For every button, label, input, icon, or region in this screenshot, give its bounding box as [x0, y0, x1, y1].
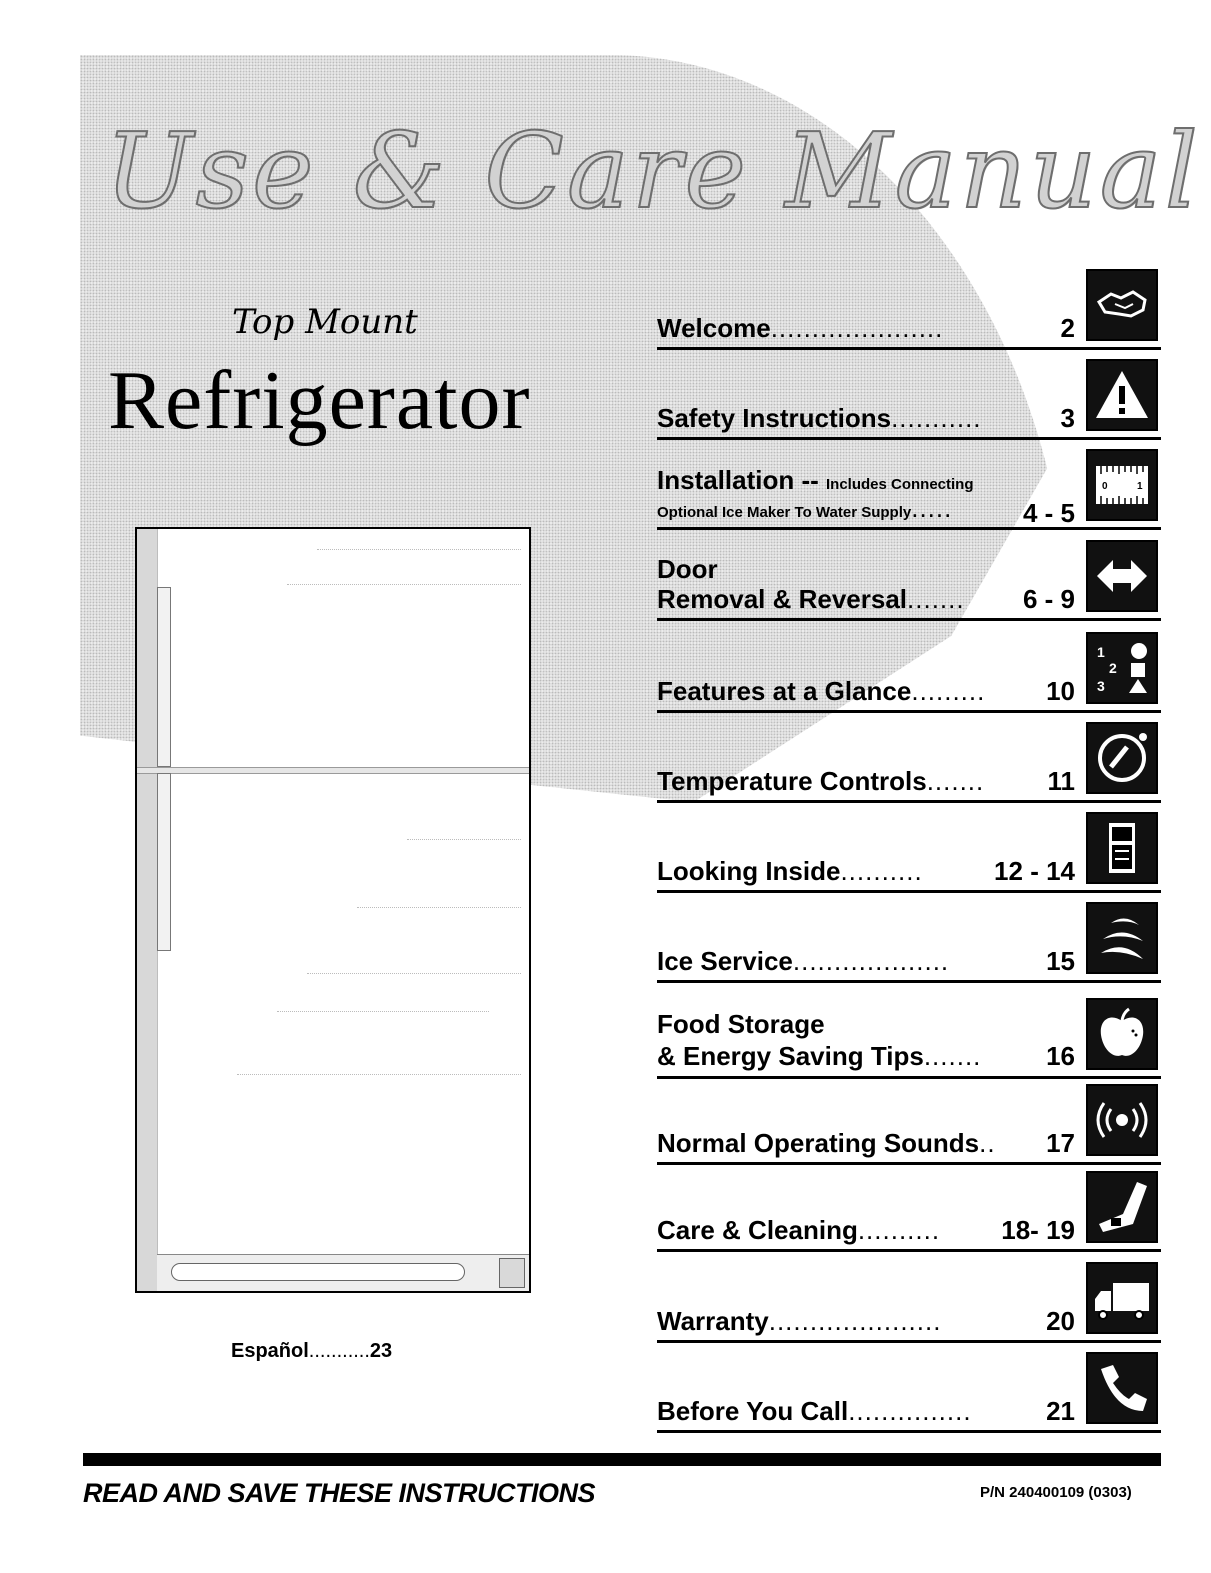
toc-label: Safety Instructions	[657, 403, 892, 433]
toc-leader: ..........	[857, 1215, 941, 1245]
toc-item-features[interactable]	[657, 627, 1161, 713]
espanol-label: Español	[231, 1340, 309, 1362]
product-name: Refrigerator	[108, 354, 531, 447]
toc-page: 12 - 14	[994, 856, 1075, 886]
toc-page: 10	[1046, 676, 1075, 706]
toc-text	[657, 403, 1075, 433]
toc-item-welcome[interactable]	[657, 268, 1161, 350]
handshake-icon	[1086, 269, 1158, 341]
toc-text	[657, 1306, 1075, 1336]
fridge-shading-line	[287, 584, 521, 585]
toc-text	[657, 946, 1075, 976]
toc-item-temperature-controls[interactable]	[657, 719, 1161, 803]
toc-label: Features at a Glance	[657, 676, 912, 706]
toc-text	[657, 766, 1075, 796]
toc-label: Ice Service	[657, 946, 793, 976]
espanol-page: 23	[369, 1340, 393, 1362]
grille-slot	[171, 1263, 465, 1281]
toc-text	[657, 465, 1075, 528]
toc-item-before-you-call[interactable]	[657, 1348, 1161, 1433]
toc-label: Welcome	[657, 313, 771, 343]
fridge-shading-line	[357, 907, 521, 908]
toc-text	[657, 313, 1075, 343]
toc-page: 6 - 9	[1022, 584, 1075, 614]
toc-leader: .....................	[770, 313, 944, 343]
fridge-shading-line	[317, 549, 521, 550]
toc-item-safety-instructions[interactable]	[657, 356, 1161, 440]
fridge-shading-line	[277, 1011, 489, 1012]
refrigerator-illustration	[135, 527, 531, 1293]
freezer-handle	[157, 587, 171, 767]
toc-sublabel: Optional Ice Maker To Water Supply	[657, 504, 912, 521]
toc-text	[657, 856, 1075, 886]
toc-item-ice-service[interactable]	[657, 898, 1161, 983]
toc-item-door-removal[interactable]	[657, 535, 1161, 621]
numbered-shapes-icon	[1086, 632, 1158, 704]
fridge-shading-line	[307, 973, 521, 974]
toc-label: Normal Operating Sounds	[657, 1128, 980, 1158]
toc-leader: ...................	[792, 946, 950, 976]
toc-label-line2: Removal & Reversal	[657, 584, 908, 614]
grille-box	[499, 1258, 525, 1288]
read-save-notice: READ AND SAVE THESE INSTRUCTIONS	[83, 1478, 596, 1508]
double-arrow-icon	[1086, 540, 1158, 612]
toc-leader: .......	[926, 766, 985, 796]
svg-text:1: 1	[1097, 644, 1105, 660]
toc-leader: .....	[911, 493, 953, 523]
toc-leader: .......	[923, 1041, 982, 1071]
fridge-side-panel	[137, 529, 158, 1291]
toc-page: 17	[1046, 1128, 1075, 1158]
toc-page: 4 - 5	[1022, 498, 1075, 528]
toc-item-looking-inside[interactable]	[657, 809, 1161, 893]
leaves-icon	[1086, 902, 1158, 974]
toc-page: 2	[1060, 313, 1075, 343]
toc-text	[657, 1008, 1075, 1072]
toc-page: 15	[1046, 946, 1075, 976]
toc-leader: ...........	[891, 403, 982, 433]
toc-page: 11	[1047, 766, 1075, 796]
toc-label: Door	[657, 554, 718, 584]
toc-text	[657, 1128, 1075, 1158]
toc-item-operating-sounds[interactable]	[657, 1080, 1161, 1165]
svg-text:1: 1	[1137, 481, 1143, 492]
toc-item-food-storage[interactable]	[657, 988, 1161, 1079]
toc-label: Before You Call	[657, 1396, 849, 1426]
fridge-shading-line	[237, 1074, 521, 1075]
footer-rule	[83, 1453, 1161, 1466]
dial-icon	[1086, 722, 1158, 794]
toc-leader: ...............	[848, 1396, 972, 1426]
fridge-door-divider	[137, 767, 529, 774]
ruler-icon	[1086, 449, 1158, 521]
apple-icon	[1086, 998, 1158, 1070]
toc-item-warranty[interactable]	[657, 1258, 1161, 1343]
toc-page: 20	[1046, 1306, 1075, 1336]
fridge-shading-line	[407, 839, 521, 840]
toc-leader: .........	[911, 676, 986, 706]
manual-title: Use & Care Manual	[105, 110, 1201, 232]
fresh-food-handle	[157, 773, 171, 951]
espanol-entry[interactable]	[231, 1340, 392, 1363]
svg-text:0: 0	[1102, 481, 1108, 492]
toc-sublabel: Includes Connecting	[826, 476, 974, 493]
toc-leader: ..	[979, 1128, 996, 1158]
svg-text:3: 3	[1097, 678, 1105, 694]
telephone-icon	[1086, 1352, 1158, 1424]
toc-label-line2: & Energy Saving Tips	[657, 1041, 924, 1071]
sound-waves-icon	[1086, 1084, 1158, 1156]
toc-label: Looking Inside	[657, 856, 841, 886]
toc-text	[657, 554, 1075, 614]
toc-label: Warranty	[657, 1306, 769, 1336]
toc-label: Food Storage	[657, 1009, 825, 1039]
toc-label: Installation --	[657, 465, 826, 495]
toc-item-installation[interactable]	[657, 446, 1161, 530]
fridge-base-grille	[157, 1254, 529, 1291]
toc-text	[657, 676, 1075, 706]
toc-leader: .......	[907, 584, 965, 614]
toc-leader: .....................	[768, 1306, 942, 1336]
warning-icon	[1086, 359, 1158, 431]
part-number: P/N 240400109 (0303)	[980, 1484, 1132, 1501]
toc-leader: ..........	[840, 856, 923, 886]
toc-text	[657, 1215, 1075, 1245]
fridge-interior-icon	[1086, 812, 1158, 884]
toc-label: Care & Cleaning	[657, 1215, 858, 1245]
toc-text	[657, 1396, 1075, 1426]
toc-page: 3	[1060, 403, 1075, 433]
espanol-leader: ...........	[308, 1340, 370, 1362]
product-subtitle: Top Mount	[232, 302, 418, 342]
svg-text:2: 2	[1109, 660, 1117, 676]
toc-page: 18- 19	[1001, 1215, 1075, 1245]
toc-item-care-cleaning[interactable]	[657, 1168, 1161, 1252]
cleaning-hand-icon	[1086, 1171, 1158, 1243]
service-truck-icon	[1086, 1262, 1158, 1334]
toc-page: 21	[1046, 1396, 1075, 1426]
toc-page: 16	[1046, 1041, 1075, 1071]
toc-label: Temperature Controls	[657, 766, 927, 796]
